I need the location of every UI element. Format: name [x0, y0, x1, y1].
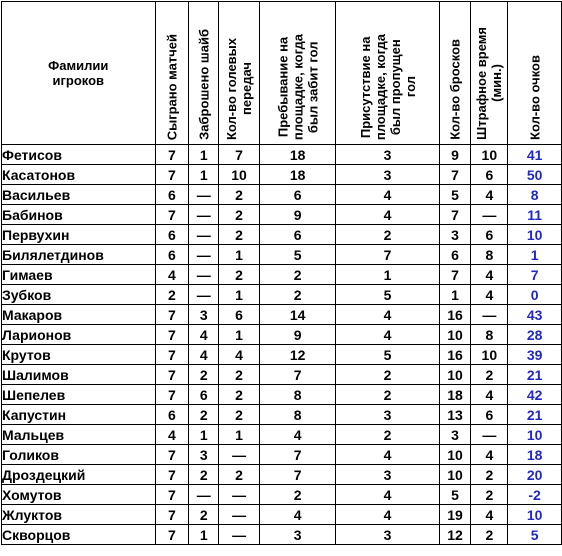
cell-assists: 1	[219, 425, 260, 445]
cell-plus: 2	[259, 485, 335, 505]
cell-games: 7	[155, 465, 189, 485]
cell-pim: 2	[471, 525, 508, 545]
cell-minus: 4	[336, 205, 439, 225]
cell-plus: 18	[259, 165, 335, 185]
player-name: Скворцов	[2, 525, 156, 545]
cell-points: -2	[508, 485, 562, 505]
cell-shots: 10	[439, 325, 471, 345]
cell-pim: 6	[471, 225, 508, 245]
cell-games: 6	[155, 405, 189, 425]
cell-assists: 1	[219, 285, 260, 305]
cell-games: 7	[155, 205, 189, 225]
cell-minus: 4	[336, 325, 439, 345]
cell-minus: 3	[336, 525, 439, 545]
cell-points: 42	[508, 385, 562, 405]
cell-assists: 1	[219, 245, 260, 265]
player-name: Голиков	[2, 445, 156, 465]
cell-assists: 2	[219, 465, 260, 485]
cell-assists: 2	[219, 205, 260, 225]
cell-plus: 4	[259, 425, 335, 445]
cell-pim: 10	[471, 145, 508, 165]
table-row	[2, 205, 562, 225]
cell-minus: 7	[336, 245, 439, 265]
cell-pim: 4	[471, 505, 508, 525]
cell-assists: 2	[219, 225, 260, 245]
cell-points: 0	[508, 285, 562, 305]
cell-pim: 4	[471, 285, 508, 305]
cell-games: 7	[155, 385, 189, 405]
cell-points: 21	[508, 365, 562, 385]
header-name-label: Фамилии игроков	[48, 58, 109, 88]
cell-pim: 2	[471, 485, 508, 505]
player-name: Бабинов	[2, 205, 156, 225]
cell-assists: —	[219, 445, 260, 465]
header-on-ice-goal-for: Пребывание на площадке, когда был забит гол	[259, 2, 335, 145]
cell-goals: —	[189, 265, 219, 285]
player-name: Билялетдинов	[2, 245, 156, 265]
cell-pim: 2	[471, 465, 508, 485]
header-row	[2, 2, 562, 145]
player-name: Зубков	[2, 285, 156, 305]
cell-shots: 5	[439, 485, 471, 505]
table-row	[2, 365, 562, 385]
cell-shots: 9	[439, 145, 471, 165]
cell-points: 18	[508, 445, 562, 465]
cell-pim: —	[471, 205, 508, 225]
cell-plus: 8	[259, 385, 335, 405]
cell-goals: 2	[189, 365, 219, 385]
cell-pim: 6	[471, 165, 508, 185]
cell-goals: 1	[189, 145, 219, 165]
cell-shots: 16	[439, 305, 471, 325]
cell-goals: —	[189, 225, 219, 245]
cell-shots: 7	[439, 265, 471, 285]
cell-shots: 3	[439, 425, 471, 445]
player-name: Ларионов	[2, 325, 156, 345]
cell-points: 41	[508, 145, 562, 165]
table-row	[2, 185, 562, 205]
cell-shots: 12	[439, 525, 471, 545]
cell-goals: 3	[189, 305, 219, 325]
table-row	[2, 345, 562, 365]
cell-plus: 2	[259, 265, 335, 285]
player-name: Касатонов	[2, 165, 156, 185]
cell-minus: 4	[336, 185, 439, 205]
cell-assists: —	[219, 525, 260, 545]
player-name: Шепелев	[2, 385, 156, 405]
cell-points: 11	[508, 205, 562, 225]
cell-games: 7	[155, 325, 189, 345]
header-penalty-minutes: Штрафное время (мин.)	[471, 2, 508, 145]
table-row	[2, 405, 562, 425]
cell-assists: 1	[219, 325, 260, 345]
player-name: Гимаев	[2, 265, 156, 285]
cell-games: 7	[155, 505, 189, 525]
cell-plus: 14	[259, 305, 335, 325]
cell-shots: 10	[439, 365, 471, 385]
cell-games: 7	[155, 445, 189, 465]
cell-points: 28	[508, 325, 562, 345]
cell-games: 6	[155, 245, 189, 265]
cell-shots: 1	[439, 285, 471, 305]
cell-goals: 4	[189, 325, 219, 345]
cell-pim: —	[471, 305, 508, 325]
cell-pim: —	[471, 425, 508, 445]
cell-shots: 10	[439, 445, 471, 465]
cell-goals: 2	[189, 405, 219, 425]
cell-assists: 2	[219, 365, 260, 385]
cell-minus: 3	[336, 145, 439, 165]
cell-plus: 6	[259, 225, 335, 245]
player-name: Дроздецкий	[2, 465, 156, 485]
cell-points: 10	[508, 225, 562, 245]
cell-plus: 6	[259, 185, 335, 205]
player-stats-table	[1, 1, 562, 545]
cell-shots: 13	[439, 405, 471, 425]
cell-plus: 7	[259, 445, 335, 465]
table-row	[2, 165, 562, 185]
cell-assists: —	[219, 485, 260, 505]
table-row	[2, 325, 562, 345]
player-name: Мальцев	[2, 425, 156, 445]
cell-assists: 4	[219, 345, 260, 365]
cell-assists: 2	[219, 265, 260, 285]
cell-assists: —	[219, 505, 260, 525]
cell-minus: 1	[336, 265, 439, 285]
table-row	[2, 465, 562, 485]
header-player-names	[2, 2, 156, 145]
cell-shots: 19	[439, 505, 471, 525]
cell-minus: 4	[336, 305, 439, 325]
table-row	[2, 445, 562, 465]
cell-shots: 16	[439, 345, 471, 365]
cell-minus: 5	[336, 345, 439, 365]
table-row	[2, 285, 562, 305]
cell-shots: 3	[439, 225, 471, 245]
cell-shots: 7	[439, 165, 471, 185]
cell-minus: 3	[336, 405, 439, 425]
cell-plus: 5	[259, 245, 335, 265]
table-row	[2, 385, 562, 405]
cell-assists: 2	[219, 185, 260, 205]
cell-minus: 5	[336, 285, 439, 305]
cell-goals: 2	[189, 465, 219, 485]
cell-pim: 4	[471, 445, 508, 465]
cell-games: 7	[155, 485, 189, 505]
header-goals: Заброшено шайб	[189, 2, 219, 145]
cell-minus: 2	[336, 425, 439, 445]
cell-goals: 1	[189, 425, 219, 445]
cell-games: 7	[155, 305, 189, 325]
cell-plus: 12	[259, 345, 335, 365]
cell-plus: 18	[259, 145, 335, 165]
player-name: Хомутов	[2, 485, 156, 505]
table-row	[2, 485, 562, 505]
cell-plus: 4	[259, 505, 335, 525]
cell-plus: 9	[259, 205, 335, 225]
cell-shots: 5	[439, 185, 471, 205]
cell-plus: 2	[259, 285, 335, 305]
cell-points: 1	[508, 245, 562, 265]
cell-pim: 6	[471, 405, 508, 425]
cell-minus: 4	[336, 445, 439, 465]
player-name: Крутов	[2, 345, 156, 365]
cell-games: 7	[155, 525, 189, 545]
cell-points: 43	[508, 305, 562, 325]
cell-goals: —	[189, 205, 219, 225]
table-row	[2, 505, 562, 525]
cell-goals: 1	[189, 525, 219, 545]
cell-assists: 6	[219, 305, 260, 325]
cell-games: 7	[155, 365, 189, 385]
cell-goals: 2	[189, 505, 219, 525]
cell-pim: 2	[471, 365, 508, 385]
table-row	[2, 245, 562, 265]
cell-points: 20	[508, 465, 562, 485]
table-row	[2, 265, 562, 285]
cell-points: 5	[508, 525, 562, 545]
cell-shots: 10	[439, 465, 471, 485]
cell-goals: 4	[189, 345, 219, 365]
cell-minus: 4	[336, 485, 439, 505]
header-games-played: Сыграно матчей	[155, 2, 189, 145]
cell-assists: 2	[219, 405, 260, 425]
cell-shots: 18	[439, 385, 471, 405]
cell-games: 2	[155, 285, 189, 305]
cell-goals: —	[189, 285, 219, 305]
cell-minus: 4	[336, 505, 439, 525]
cell-shots: 7	[439, 205, 471, 225]
player-name: Фетисов	[2, 145, 156, 165]
cell-points: 7	[508, 265, 562, 285]
cell-pim: 8	[471, 325, 508, 345]
cell-games: 4	[155, 265, 189, 285]
cell-minus: 3	[336, 165, 439, 185]
cell-points: 10	[508, 505, 562, 525]
cell-points: 10	[508, 425, 562, 445]
table-row	[2, 425, 562, 445]
cell-plus: 9	[259, 325, 335, 345]
cell-minus: 2	[336, 365, 439, 385]
cell-plus: 7	[259, 465, 335, 485]
cell-points: 50	[508, 165, 562, 185]
cell-minus: 3	[336, 465, 439, 485]
cell-minus: 2	[336, 225, 439, 245]
player-name: Первухин	[2, 225, 156, 245]
cell-pim: 4	[471, 185, 508, 205]
cell-points: 8	[508, 185, 562, 205]
cell-shots: 6	[439, 245, 471, 265]
cell-points: 21	[508, 405, 562, 425]
cell-goals: —	[189, 185, 219, 205]
table-row	[2, 305, 562, 325]
player-name: Васильев	[2, 185, 156, 205]
cell-goals: 3	[189, 445, 219, 465]
header-points: Кол-во очков	[508, 2, 562, 145]
cell-assists: 7	[219, 145, 260, 165]
cell-plus: 3	[259, 525, 335, 545]
header-assists: Кол-во голевых передач	[219, 2, 260, 145]
cell-goals: 1	[189, 165, 219, 185]
cell-pim: 8	[471, 245, 508, 265]
player-name: Шалимов	[2, 365, 156, 385]
cell-games: 4	[155, 425, 189, 445]
cell-plus: 8	[259, 405, 335, 425]
cell-plus: 7	[259, 365, 335, 385]
cell-pim: 4	[471, 385, 508, 405]
cell-goals: 6	[189, 385, 219, 405]
cell-points: 39	[508, 345, 562, 365]
header-shots: Кол-во бросков	[439, 2, 471, 145]
cell-games: 6	[155, 225, 189, 245]
cell-games: 7	[155, 345, 189, 365]
player-name: Капустин	[2, 405, 156, 425]
cell-games: 7	[155, 165, 189, 185]
cell-goals: —	[189, 485, 219, 505]
table-row	[2, 525, 562, 545]
cell-minus: 2	[336, 385, 439, 405]
cell-assists: 2	[219, 385, 260, 405]
cell-pim: 10	[471, 345, 508, 365]
table-row	[2, 225, 562, 245]
cell-games: 7	[155, 145, 189, 165]
player-name: Макаров	[2, 305, 156, 325]
cell-games: 6	[155, 185, 189, 205]
table-row	[2, 145, 562, 165]
cell-assists: 10	[219, 165, 260, 185]
player-name: Жлуктов	[2, 505, 156, 525]
cell-goals: —	[189, 245, 219, 265]
header-on-ice-goal-against: Присутствие на площадке, когда был пропущен гол	[336, 2, 439, 145]
cell-pim: 4	[471, 265, 508, 285]
